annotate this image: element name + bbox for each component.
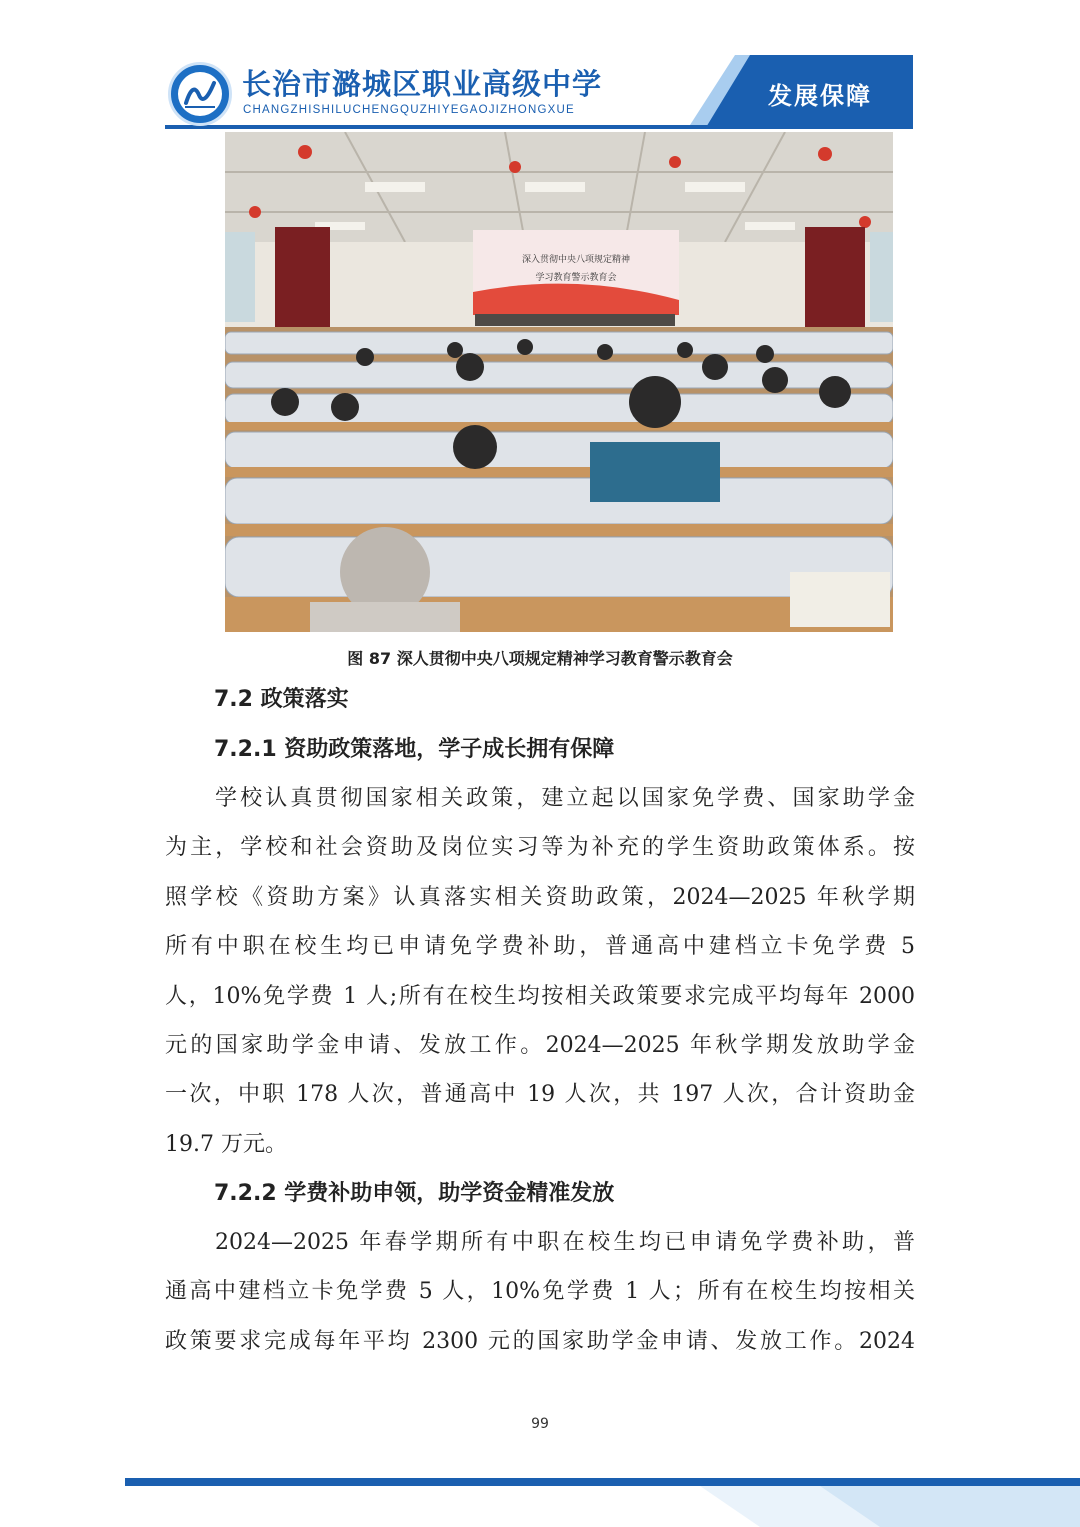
auditorium-illustration (225, 132, 893, 632)
school-logo (168, 62, 232, 126)
text-line: 通高中建档立卡免学费 5 人，10%免学费 1 人；所有在校生均按相关 (165, 1279, 915, 1305)
school-name: 长治市潞城区职业高级中学 (242, 67, 603, 101)
figure-caption: 图 87 深人贯彻中央八项规定精神学习教育警示教育会 (347, 649, 733, 668)
heading-7-2-2: 7.2.2 学费补助申领，助学资金精准发放 (214, 1181, 615, 1206)
school-name-pinyin: CHANGZHISHILUCHENGQUZHIYEGAOJIZHONGXUE (243, 104, 575, 116)
page-number: 99 (531, 1416, 549, 1432)
school-logo-emblem-icon (171, 65, 229, 123)
screen-title-line2: 学习教育警示教育会 (535, 273, 617, 283)
text-line: 照学校《资助方案》认真落实相关资助政策，2024—2025 年秋学期 (165, 884, 915, 910)
text-line: 政策要求完成每年平均 2300 元的国家助学金申请、发放工作。2024 (165, 1328, 915, 1354)
paragraph-7-2-2 (165, 1218, 915, 1366)
screen-title-line1: 深入贯彻中央八项规定精神 (521, 255, 631, 265)
paragraph-7-2-1 (165, 774, 915, 1169)
footer-bar-graphic (0, 1470, 1080, 1527)
meeting-photo (225, 132, 893, 632)
heading-7-2-1: 7.2.1 资助政策落地，学子成长拥有保障 (214, 737, 615, 762)
text-line: 学校认真贯彻国家相关政策，建立起以国家免学费、国家助学金 (215, 786, 915, 811)
text-line: 为主，学校和社会资助及岗位实习等为补充的学生资助政策体系。按 (165, 835, 915, 861)
heading-7-2: 7.2 政策落实 (214, 687, 349, 712)
text-line: 2024—2025 年春学期所有中职在校生均已申请免学费补助，普 (215, 1230, 915, 1255)
text-line: 一次，中职 178 人次，普通高中 19 人次，共 197 人次，合计资助金 (165, 1082, 915, 1108)
text-line: 所有中职在校生均已申请免学费补助，普通高中建档立卡免学费 5 (165, 934, 915, 960)
text-line: 19.7 万元。 (165, 1131, 287, 1157)
section-tab-label: 发展保障 (768, 82, 872, 110)
text-line: 元的国家助学金申请、发放工作。2024—2025 年秋学期发放助学金 (165, 1033, 915, 1059)
text-line: 人，10%免学费 1 人;所有在校生均按相关政策要求完成平均每年 2000 (165, 983, 915, 1009)
page-header (0, 0, 1080, 135)
